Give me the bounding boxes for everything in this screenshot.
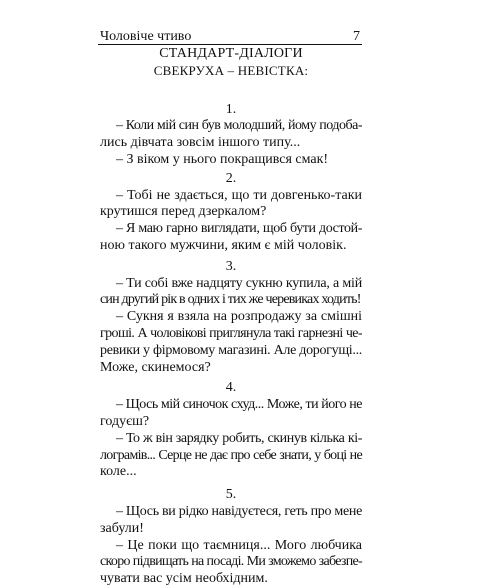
dialogue-paragraph [100, 118, 362, 152]
text-line: гроші. А чоловікові приглянула такі гарнезні че- [100, 325, 362, 341]
section-number: 2. [225, 170, 237, 186]
header-rule [98, 44, 362, 45]
text-line: – Щось мій синочок схуд... Може, ти його не [116, 397, 362, 413]
text-line: скоро підвищать на посаді. Ми зможемо забезпе- [100, 554, 362, 570]
text-line: – Коли мій син був молодший, йому подоба- [116, 118, 362, 134]
section-number: 1. [225, 101, 237, 117]
dialogue-paragraph [100, 188, 362, 222]
text-line: – Ти собі вже надцяту сукню купила, а мій [116, 275, 362, 291]
dialogue-paragraph [100, 397, 362, 431]
running-title: Чоловіче чтиво [100, 29, 192, 44]
chapter-subtitle: СВЕКРУХА – НЕВІСТКА: [153, 62, 309, 78]
dialogue-paragraph [100, 309, 362, 376]
text-line: – Я маю гарно виглядати, щоб бути достой- [116, 221, 362, 237]
text-line: годуєш? [100, 413, 150, 429]
section-number: 3. [225, 258, 237, 274]
text-line: – Щось ви рідко навідуєтеся, геть про мене [116, 503, 362, 519]
section-number: 5. [225, 487, 237, 503]
dialogue-paragraph [100, 538, 362, 588]
text-line: син другий рік в одних і тих же черевиках ходить! [100, 292, 361, 308]
text-line: коле... [100, 464, 137, 480]
page-number: 7 [353, 29, 360, 44]
dialogue-paragraph [100, 221, 362, 255]
text-line: чувати вас усім необхідним. [100, 571, 268, 587]
text-line: – Це поки що таємниця... Мого любчика [116, 537, 362, 553]
running-header [100, 28, 360, 48]
text-line: крутишся перед дзеркалом? [100, 204, 267, 220]
text-line: Може, скинемося? [100, 359, 211, 375]
text-line: ревики у фірмовому магазині. Але дорогущі... [100, 342, 362, 358]
text-line: лись дівчата зовсім іншого типу... [100, 135, 301, 151]
text-line: – То ж він зарядку робить, скинув кілька кі- [116, 430, 362, 446]
text-line: – Сукня я взяла на розпродажу за смішні [116, 309, 362, 325]
text-line: – Тобі не здається, що ти довгенько-таки [116, 187, 362, 203]
text-line: – З віком у нього покращився смак! [116, 151, 329, 167]
dialogue-paragraph [100, 431, 362, 481]
section-number: 4. [225, 380, 237, 396]
dialogue-paragraph [100, 152, 362, 169]
text-line: лограмів... Серце не дає про себе знати, у боці не [100, 447, 362, 463]
dialogue-paragraph [100, 276, 362, 310]
text-line: ною такого мужчини, яким є мій чоловік. [100, 237, 347, 253]
text-line: забули! [100, 520, 144, 536]
chapter-title: СТАНДАРТ-ДІАЛОГИ [159, 46, 303, 61]
page-body [100, 46, 362, 588]
dialogue-paragraph [100, 504, 362, 538]
